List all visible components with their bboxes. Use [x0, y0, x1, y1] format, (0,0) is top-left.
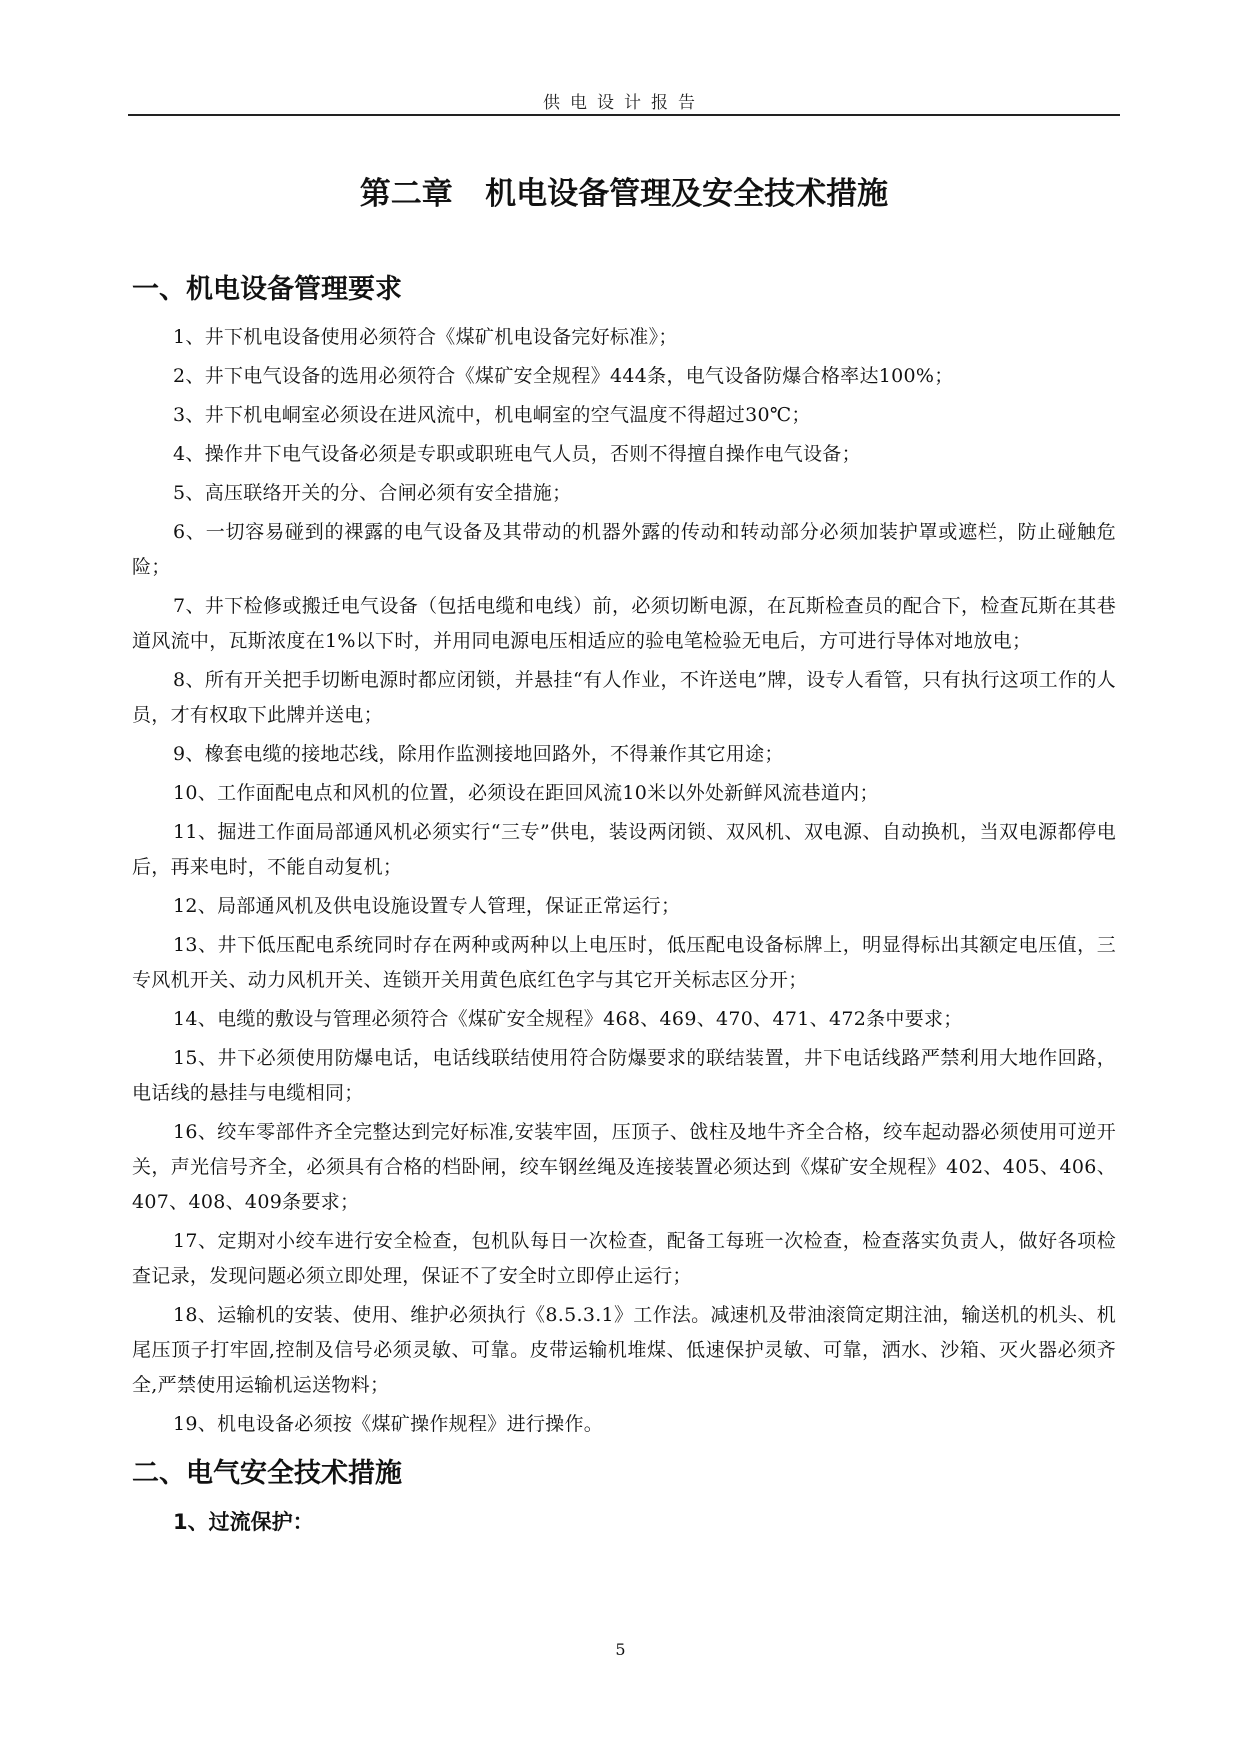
list-item: 11、掘进工作面局部通风机必须实行“三专”供电，装设两闭锁、双风机、双电源、自动换机，当双电源都停电后，再来电时，不能自动复机； — [132, 821, 1116, 878]
list-item: 18、运输机的安装、使用、维护必须执行《8.5.3.1》工作法。减速机及带油滚筒定期注油，输送机的机头、机尾压顶子打牢固,控制及信号必须灵敏、可靠。皮带运输机堆煤、低速保护灵敏、可靠，洒水、沙箱、灭火器必须齐全,严禁使用运输机运送物料； — [132, 1304, 1116, 1396]
list-item: 7、井下检修或搬迁电气设备（包括电缆和电线）前，必须切断电源，在瓦斯检查员的配合下，检查瓦斯在其巷道风流中，瓦斯浓度在1%以下时，并用同电源电压相适应的验电笔检验无电后，方可进行导体对地放电； — [132, 595, 1116, 652]
list-item: 19、机电设备必须按《煤矿操作规程》进行操作。 — [173, 1413, 604, 1435]
section-title-equipment-management: 一、机电设备管理要求 — [132, 274, 402, 305]
list-item: 14、电缆的敷设与管理必须符合《煤矿安全规程》468、469、470、471、472条中要求； — [173, 1008, 963, 1030]
list-item: 16、绞车零部件齐全完整达到完好标准,安装牢固，压顶子、戗柱及地牛齐全合格，绞车起动器必须使用可逆开关，声光信号齐全，必须具有合格的档卧闸，绞车钢丝绳及连接装置必须达到《煤矿安全规程》402、405、406、407、408、409条要求； — [132, 1121, 1116, 1213]
list-item: 1、井下机电设备使用必须符合《煤矿机电设备完好标准》； — [173, 326, 678, 348]
list-item: 5、高压联络开关的分、合闸必须有安全措施； — [173, 482, 572, 504]
list-item: 6、一切容易碰到的裸露的电气设备及其带动的机器外露的传动和转动部分必须加装护罩或遮栏，防止碰触危险； — [132, 521, 1116, 578]
header-divider — [128, 114, 1120, 116]
document-body — [132, 270, 1116, 1540]
list-item: 13、井下低压配电系统同时存在两种或两种以上电压时，低压配电设备标牌上，明显得标出其额定电压值，三专风机开关、动力风机开关、连锁开关用黄色底红色字与其它开关标志区分开； — [132, 934, 1116, 991]
list-item: 4、操作井下电气设备必须是专职或职班电气人员，否则不得擅自操作电气设备； — [173, 443, 861, 465]
list-item: 8、所有开关把手切断电源时都应闭锁，并悬挂“有人作业，不许送电”牌，设专人看管，只有执行这项工作的人员，才有权取下此牌并送电； — [132, 669, 1116, 726]
list-item: 17、定期对小绞车进行安全检查，包机队每日一次检查，配备工每班一次检查，检查落实负责人，做好各项检查记录，发现问题必须立即处理，保证不了安全时立即停止运行； — [132, 1230, 1116, 1287]
subsection-title-overcurrent-protection: 1、过流保护： — [173, 1510, 314, 1534]
section-title-electrical-safety: 二、电气安全技术措施 — [132, 1458, 402, 1489]
page-number: 5 — [615, 1640, 626, 1659]
list-item: 12、局部通风机及供电设施设置专人管理，保证正常运行； — [173, 895, 681, 917]
chapter-title: 第二章 机电设备管理及安全技术措施 — [359, 176, 889, 212]
running-header: 供电设计报告 — [543, 93, 705, 113]
list-item: 15、井下必须使用防爆电话，电话线联结使用符合防爆要求的联结装置，井下电话线路严禁利用大地作回路，电话线的悬挂与电缆相同； — [132, 1047, 1116, 1104]
list-item: 10、工作面配电点和风机的位置，必须设在距回风流10米以外处新鲜风流巷道内； — [173, 782, 879, 804]
list-item: 2、井下电气设备的选用必须符合《煤矿安全规程》444条，电气设备防爆合格率达100%； — [173, 365, 954, 387]
list-item: 3、井下机电峒室必须设在进风流中，机电峒室的空气温度不得超过30℃； — [173, 404, 811, 426]
list-item: 9、橡套电缆的接地芯线，除用作监测接地回路外，不得兼作其它用途； — [173, 743, 784, 765]
